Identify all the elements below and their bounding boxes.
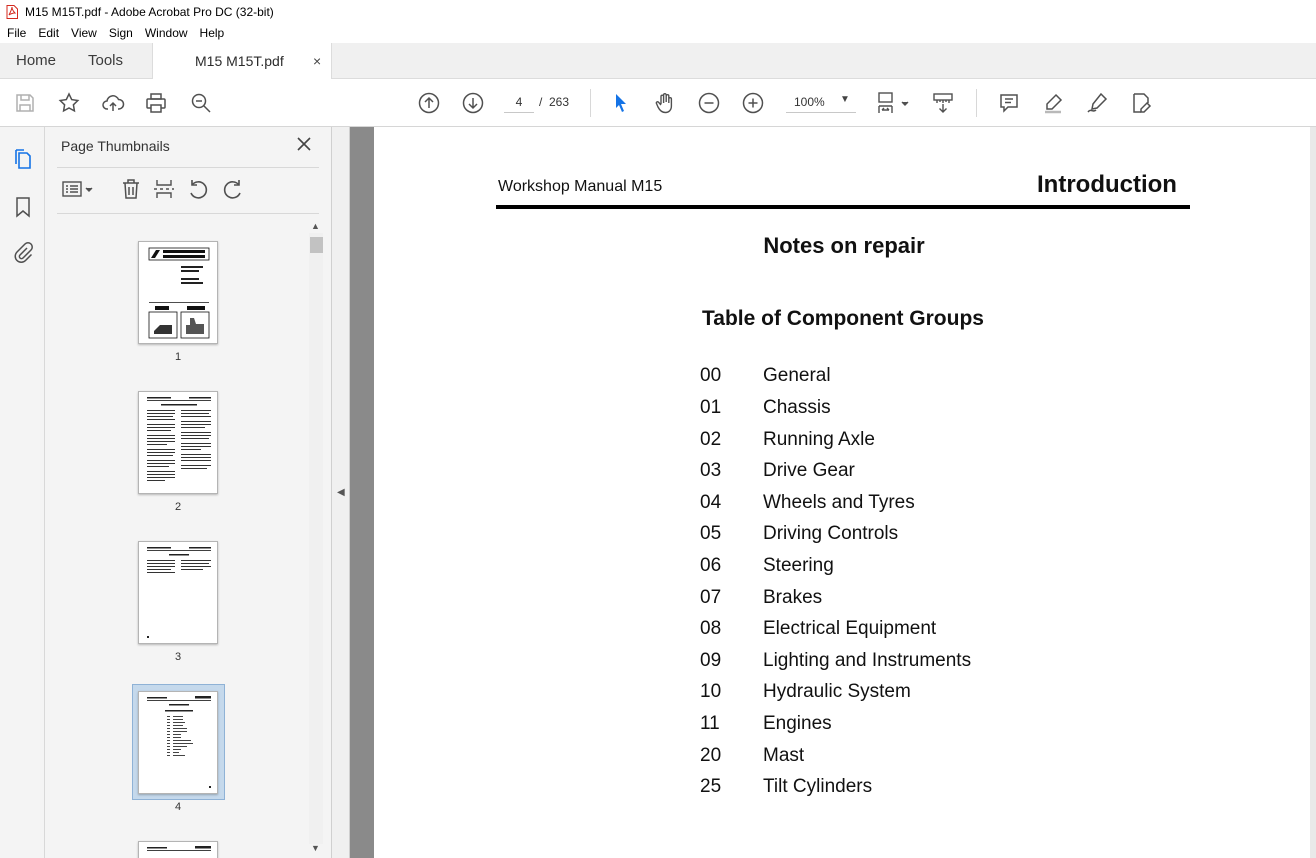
search-zoom-icon[interactable] bbox=[189, 91, 213, 115]
page-thumbnails-icon[interactable] bbox=[11, 148, 35, 172]
group-name: Running Axle bbox=[763, 429, 875, 450]
document-scrollbar[interactable] bbox=[1310, 127, 1316, 858]
delete-page-icon[interactable] bbox=[119, 177, 143, 201]
print-icon[interactable] bbox=[144, 91, 168, 115]
zoom-in-icon[interactable] bbox=[741, 91, 765, 115]
rotate-left-icon[interactable] bbox=[186, 177, 210, 201]
next-page-icon[interactable] bbox=[461, 91, 485, 115]
page-number-input[interactable] bbox=[504, 91, 534, 113]
attachments-icon[interactable] bbox=[11, 241, 35, 265]
panel-divider bbox=[57, 167, 319, 168]
group-code: 10 bbox=[700, 681, 722, 702]
group-name: Steering bbox=[763, 555, 834, 576]
window-title: M15 M15T.pdf - Adobe Acrobat Pro DC (32-bit) bbox=[25, 4, 274, 19]
close-tab-button[interactable]: × bbox=[313, 53, 322, 69]
bookmarks-icon[interactable] bbox=[11, 195, 35, 219]
panel-divider bbox=[57, 213, 319, 214]
group-name: Brakes bbox=[763, 587, 823, 608]
menu-bar bbox=[0, 23, 1316, 43]
thumbnail-4-preview bbox=[139, 692, 218, 794]
group-code: 02 bbox=[700, 429, 722, 450]
group-name: Tilt Cylinders bbox=[763, 776, 873, 797]
page-total: 263 bbox=[549, 95, 570, 109]
upload-cloud-icon[interactable] bbox=[101, 91, 125, 115]
thumbnails-scrollbar[interactable] bbox=[309, 219, 323, 858]
tab-home[interactable]: Home bbox=[16, 52, 57, 69]
extract-page-icon[interactable] bbox=[152, 177, 176, 201]
group-name: Drive Gear bbox=[763, 460, 855, 481]
pdf-icon bbox=[6, 5, 18, 19]
document-viewer[interactable] bbox=[350, 127, 1316, 858]
document-subheading: Table of Component Groups bbox=[702, 307, 984, 330]
zoom-out-icon[interactable] bbox=[697, 91, 721, 115]
group-code: 00 bbox=[700, 365, 722, 386]
page-separator: / bbox=[539, 95, 543, 109]
group-name: Hydraulic System bbox=[763, 681, 911, 702]
thumbnail-number: 2 bbox=[174, 501, 182, 513]
sign-icon[interactable] bbox=[1085, 91, 1109, 115]
scroll-down-arrow[interactable]: ▼ bbox=[311, 843, 320, 853]
group-code: 08 bbox=[700, 618, 722, 639]
group-name: General bbox=[763, 365, 831, 386]
group-name: Chassis bbox=[763, 397, 831, 418]
bookmark-star-icon[interactable] bbox=[57, 91, 81, 115]
page-thumbnail-2[interactable] bbox=[138, 391, 218, 494]
group-name: Lighting and Instruments bbox=[763, 650, 972, 671]
highlight-pen-icon[interactable] bbox=[1041, 91, 1065, 115]
page-thumbnail-4[interactable] bbox=[138, 691, 218, 794]
tab-document[interactable] bbox=[152, 43, 332, 80]
document-heading: Notes on repair bbox=[763, 233, 925, 258]
scroll-track[interactable] bbox=[309, 233, 323, 844]
tab-bar bbox=[0, 43, 1316, 79]
page-thumbnail-5[interactable] bbox=[138, 841, 218, 858]
thumbnail-3-preview bbox=[139, 542, 218, 644]
zoom-value: 100% bbox=[794, 95, 825, 109]
page-thumbnail-3[interactable] bbox=[138, 541, 218, 644]
group-name: Electrical Equipment bbox=[763, 618, 937, 639]
scroll-up-arrow[interactable]: ▲ bbox=[311, 221, 320, 231]
panel-title: Page Thumbnails bbox=[61, 138, 170, 154]
title-bar bbox=[0, 0, 1316, 23]
group-code: 03 bbox=[700, 460, 722, 481]
group-code: 01 bbox=[700, 397, 722, 418]
thumbnail-number: 1 bbox=[174, 351, 182, 363]
group-code: 09 bbox=[700, 650, 722, 671]
panel-collapse-strip[interactable] bbox=[332, 127, 350, 858]
prev-page-icon[interactable] bbox=[417, 91, 441, 115]
toolbar-divider bbox=[976, 89, 977, 117]
group-code: 05 bbox=[700, 523, 722, 544]
tab-tools[interactable]: Tools bbox=[88, 52, 124, 69]
thumbnail-number: 4 bbox=[174, 801, 182, 813]
group-code: 25 bbox=[700, 776, 722, 797]
menu-view[interactable]: View bbox=[71, 26, 97, 40]
group-code: 06 bbox=[700, 555, 722, 576]
thumbnail-1-preview bbox=[139, 242, 218, 344]
save-icon[interactable] bbox=[13, 91, 37, 115]
group-code: 11 bbox=[700, 713, 720, 734]
scroll-mode-icon[interactable] bbox=[931, 91, 955, 115]
scroll-thumb[interactable] bbox=[310, 237, 323, 253]
rotate-right-icon[interactable] bbox=[221, 177, 245, 201]
toolbar bbox=[0, 79, 1316, 127]
hand-icon[interactable] bbox=[653, 91, 677, 115]
document-header-left: Workshop Manual M15 bbox=[498, 178, 663, 195]
group-code: 20 bbox=[700, 745, 722, 766]
page-fit-icon[interactable] bbox=[876, 91, 912, 115]
select-cursor-icon[interactable] bbox=[609, 91, 633, 115]
group-name: Mast bbox=[763, 745, 805, 766]
page-thumbnail-1[interactable] bbox=[138, 241, 218, 344]
group-name: Engines bbox=[763, 713, 832, 734]
document-tab-label: M15 M15T.pdf bbox=[195, 53, 284, 69]
edit-pdf-icon[interactable] bbox=[1129, 91, 1153, 115]
left-rail bbox=[0, 127, 45, 858]
header-rule bbox=[496, 205, 1190, 209]
menu-sign[interactable]: Sign bbox=[108, 26, 133, 40]
zoom-dropdown[interactable] bbox=[786, 91, 856, 113]
pdf-page bbox=[374, 127, 1310, 858]
menu-window[interactable]: Window bbox=[144, 26, 188, 40]
page-gutter bbox=[350, 127, 374, 858]
group-code: 07 bbox=[700, 587, 722, 608]
comment-icon[interactable] bbox=[997, 91, 1021, 115]
chevron-down-icon: ▼ bbox=[840, 94, 850, 105]
thumbnails-panel bbox=[45, 127, 332, 858]
thumbnail-options-icon[interactable] bbox=[60, 177, 96, 201]
thumbnail-2-preview bbox=[139, 392, 218, 494]
thumbnail-number: 3 bbox=[174, 651, 182, 663]
group-code: 04 bbox=[700, 492, 722, 513]
collapse-left-icon[interactable]: ◀ bbox=[337, 487, 345, 498]
close-icon[interactable] bbox=[293, 133, 315, 155]
thumbnail-5-preview bbox=[139, 842, 218, 858]
group-name: Driving Controls bbox=[763, 523, 899, 544]
menu-file[interactable]: File bbox=[7, 26, 27, 40]
toolbar-divider bbox=[590, 89, 591, 117]
group-name: Wheels and Tyres bbox=[763, 492, 915, 513]
menu-help[interactable]: Help bbox=[199, 26, 225, 40]
document-header-right: Introduction bbox=[1037, 171, 1177, 198]
menu-edit[interactable]: Edit bbox=[38, 26, 60, 40]
